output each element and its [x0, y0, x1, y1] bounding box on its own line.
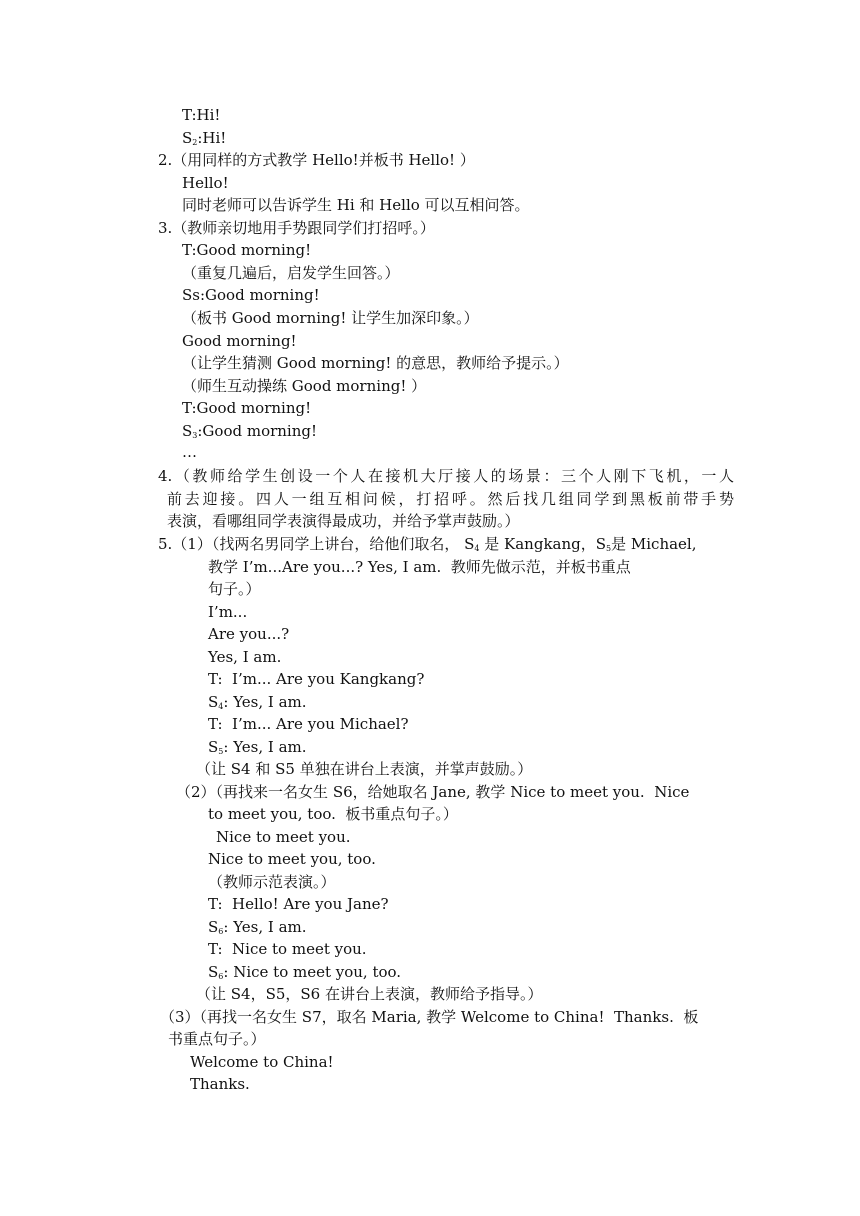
dialogue-line: $S_5$: Yes, I am.	[208, 738, 307, 756]
step-heading: （3）（再找一名女生 S7，取名 Maria, 教学 Welcome to China! Thanks. 板	[160, 1008, 699, 1026]
step-heading: 4.（教师给学生创设一个人在接机大厅接人的场景：三个人刚下飞机，一人	[158, 467, 734, 485]
instruction-note: （让 S4，S5，S6 在讲台上表演，教师给予指导。）	[196, 985, 543, 1003]
dialogue-line: $S_6$: Yes, I am.	[208, 918, 307, 936]
board-text: Good morning!	[182, 332, 297, 350]
paragraph-line: 句子。）	[208, 580, 261, 598]
instruction-note: 同时老师可以告诉学生 Hi 和 Hello 可以互相问答。	[182, 196, 530, 214]
board-text: I’m...	[208, 603, 248, 621]
step-heading: 2.（用同样的方式教学 Hello!并板书 Hello! ）	[158, 151, 475, 169]
board-text: Are you...?	[208, 625, 290, 643]
dialogue-line: Ss:Good morning!	[182, 286, 320, 304]
board-text: Welcome to China!	[190, 1053, 334, 1071]
step-heading: 3.（教师亲切地用手势跟同学们打招呼。）	[158, 219, 435, 237]
dialogue-line: $S_4$: Yes, I am.	[208, 693, 307, 711]
dialogue-line: $S_2:Hi$!	[182, 129, 227, 147]
board-text: Nice to meet you, too.	[208, 850, 376, 868]
dialogue-line: T: I’m... Are you Kangkang?	[208, 670, 425, 688]
board-text: Thanks.	[190, 1075, 250, 1093]
dialogue-line: T: Hello! Are you Jane?	[208, 895, 389, 913]
paragraph-line: to meet you, too. 板书重点句子。）	[208, 805, 458, 823]
dialogue-line: $S_3:Good$ morning!	[182, 422, 318, 440]
ellipsis: …	[182, 443, 197, 461]
paragraph-line: 表演，看哪组同学表演得最成功，并给予掌声鼓励。）	[167, 512, 520, 530]
dialogue-line: $S_6$: Nice to meet you, too.	[208, 963, 402, 981]
instruction-note: （让 S4 和 S5 单独在讲台上表演，并掌声鼓励。）	[196, 760, 533, 778]
step-heading: （2）（再找来一名女生 S6，给她取名 Jane, 教学 Nice to meet you. Nice	[176, 783, 690, 801]
instruction-note: （重复几遍后，启发学生回答。）	[182, 264, 400, 282]
dialogue-line: T: I’m... Are you Michael?	[208, 715, 409, 733]
paragraph-line: 教学 I’m...Are you...? Yes, I am. 教师先做示范，并板书重点	[208, 558, 631, 576]
instruction-note: （教师示范表演。）	[208, 873, 336, 891]
paragraph-line: 书重点句子。）	[168, 1030, 266, 1048]
instruction-note: （让学生猜测 Good morning! 的意思，教师给予提示。）	[182, 354, 569, 372]
board-text: Yes, I am.	[208, 648, 282, 666]
dialogue-line: T: Nice to meet you.	[208, 940, 367, 958]
board-text: Hello!	[182, 174, 229, 192]
board-text: Nice to meet you.	[216, 828, 351, 846]
instruction-note: （板书 Good morning! 让学生加深印象。）	[182, 309, 479, 327]
paragraph-line: 前去迎接。四人一组互相问候，打招呼。然后找几组同学到黑板前带手势	[167, 490, 734, 508]
step-heading: 5.（1）（找两名男同学上讲台，给他们取名， $S_4$ 是 Kangkang，$S_5$是 Michael,	[158, 535, 697, 553]
dialogue-line: T:Hi!	[182, 106, 221, 124]
instruction-note: （师生互动操练 Good morning! ）	[182, 377, 427, 395]
dialogue-line: T:Good morning!	[182, 241, 312, 259]
dialogue-line: T:Good morning!	[182, 399, 312, 417]
